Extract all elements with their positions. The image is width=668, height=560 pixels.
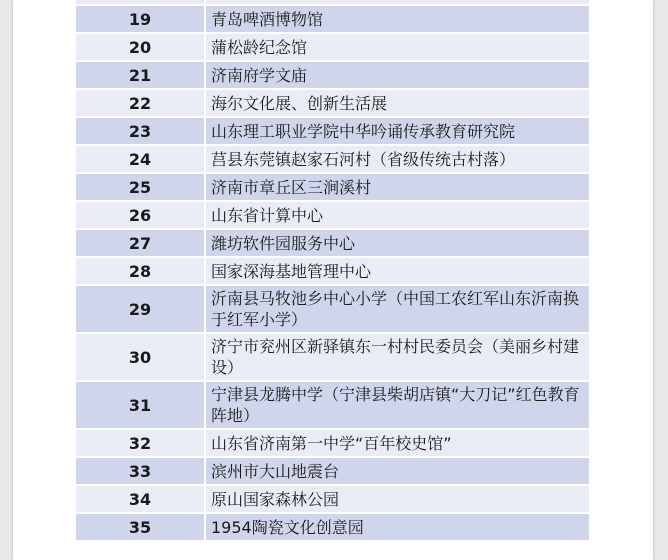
table-row: [76, 381, 589, 429]
table-row: [76, 61, 589, 89]
venue-name: 莒县东莞镇赵家石河村（省级传统古村落）: [205, 145, 589, 173]
row-number: 24: [76, 145, 205, 173]
row-number: 34: [76, 485, 205, 513]
venue-name: 1954陶瓷文化创意园: [205, 513, 589, 541]
venue-name: 蒲松龄纪念馆: [205, 33, 589, 61]
row-number: 22: [76, 89, 205, 117]
venue-name: 山东理工职业学院中华吟诵传承教育研究院: [205, 117, 589, 145]
table-row: [76, 173, 589, 201]
table-row: [76, 89, 589, 117]
row-number: 26: [76, 201, 205, 229]
table-row: [76, 117, 589, 145]
row-number: 20: [76, 33, 205, 61]
venue-name: 原山国家森林公园: [205, 485, 589, 513]
table-row: [76, 257, 589, 285]
table-row: [76, 33, 589, 61]
row-number: 30: [76, 333, 205, 381]
table-row: [76, 145, 589, 173]
row-number: 32: [76, 429, 205, 457]
table-row: [76, 201, 589, 229]
row-number: 33: [76, 457, 205, 485]
row-number: 35: [76, 513, 205, 541]
row-number: 25: [76, 173, 205, 201]
venue-name: 山东省计算中心: [205, 201, 589, 229]
row-number: 31: [76, 381, 205, 429]
table-row: [76, 229, 589, 257]
row-number: 19: [76, 5, 205, 33]
table-row: [76, 333, 589, 381]
venue-name: 宁津县龙腾中学（宁津县柴胡店镇“大刀记”红色教育阵地）: [205, 381, 589, 429]
venue-name: 沂南县马牧池乡中心小学（中国工农红军山东沂南换于红军小学）: [205, 285, 589, 333]
table-row: [76, 5, 589, 33]
row-number: 23: [76, 117, 205, 145]
table-row: [76, 429, 589, 457]
table-row: [76, 485, 589, 513]
venue-name: 济南市章丘区三涧溪村: [205, 173, 589, 201]
row-number: 28: [76, 257, 205, 285]
venue-table: [76, 0, 589, 542]
row-number: 21: [76, 61, 205, 89]
row-number: 27: [76, 229, 205, 257]
venue-name: 滨州市大山地震台: [205, 457, 589, 485]
venue-name: 青岛啤酒博物馆: [205, 5, 589, 33]
table-row: [76, 457, 589, 485]
venue-name: 济南府学文庙: [205, 61, 589, 89]
venue-name: 济宁市兖州区新驿镇东一村村民委员会（美丽乡村建设）: [205, 333, 589, 381]
table-row: [76, 285, 589, 333]
venue-name: 山东省济南第一中学“百年校史馆”: [205, 429, 589, 457]
venue-name: 国家深海基地管理中心: [205, 257, 589, 285]
row-number: 29: [76, 285, 205, 333]
venue-name: 潍坊软件园服务中心: [205, 229, 589, 257]
table-row: [76, 513, 589, 541]
venue-name: 海尔文化展、创新生活展: [205, 89, 589, 117]
